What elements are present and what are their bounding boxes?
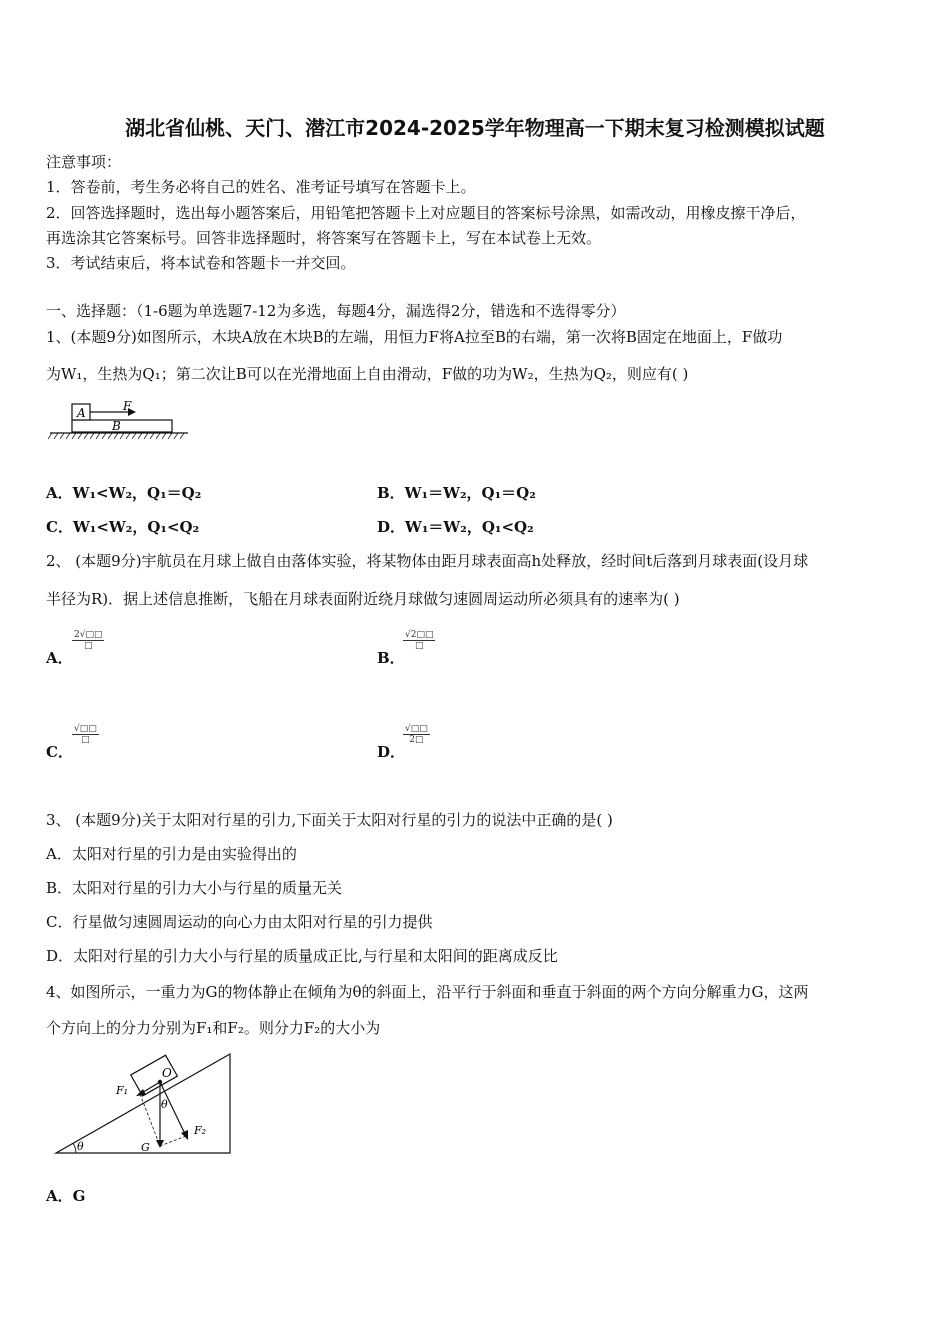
label-a: A	[77, 406, 86, 420]
q2-option-d-numerator: √□□	[405, 724, 428, 734]
ground-hatch	[48, 433, 184, 439]
section-heading: 一、选择题：（1-6题为单选题7-12为多选，每题4分，漏选得2分，错选和不选得零分）	[46, 302, 626, 320]
q2-option-d-formula	[403, 724, 430, 745]
q4-stem-line2: 个方向上的分力分别为F₁和F₂。则分力F₂的大小为	[46, 1019, 381, 1037]
q2-option-c-label[interactable]: C．	[46, 743, 73, 761]
q2-option-d-label[interactable]: D．	[377, 743, 406, 761]
notice-item-3: 3．考试结束后，将本试卷和答题卡一并交回。	[46, 254, 356, 272]
q3-option-c[interactable]: C．行星做匀速圆周运动的向心力由太阳对行星的引力提供	[46, 913, 433, 931]
block-b	[72, 420, 172, 432]
q2-option-a-denominator: □	[83, 641, 93, 651]
dashed-line-1	[140, 1094, 160, 1146]
q2-option-a-label[interactable]: A．	[46, 649, 73, 667]
label-o: O	[162, 1066, 172, 1080]
q2-option-b-formula	[403, 630, 435, 651]
incline-angle-arc	[73, 1143, 76, 1153]
q2-option-b-label[interactable]: B．	[377, 649, 405, 667]
q2-option-c-numerator: √□□	[74, 724, 97, 734]
q2-option-c-denominator: □	[81, 735, 90, 745]
notice-heading: 注意事项：	[46, 153, 122, 171]
q4-incline-figure	[50, 1050, 240, 1158]
label-f: F	[123, 399, 132, 413]
q1-option-b[interactable]: B．W₁＝W₂，Q₁＝Q₂	[377, 484, 536, 502]
q2-option-d-denominator: 2□	[409, 735, 424, 745]
gravity-arrowhead	[156, 1140, 164, 1148]
label-theta-top: θ	[161, 1098, 168, 1111]
q1-option-a[interactable]: A．W₁<W₂，Q₁＝Q₂	[46, 484, 202, 502]
q2-stem-line1: 2、 (本题9分)宇航员在月球上做自由落体实验，将某物体由距月球表面高h处释放，经时间t后落到月球表面(设月球	[46, 552, 809, 570]
q1-stem-line1: 1、(本题9分)如图所示，木块A放在木块B的左端，用恒力F将A拉至B的右端，第一次将B固定在地面上，F做功	[46, 328, 783, 346]
q2-option-a-numerator: 2√□□	[74, 630, 103, 640]
label-theta-bottom: θ	[77, 1140, 84, 1153]
notice-item-2a: 2．回答选择题时，选出每小题答案后，用铅笔把答题卡上对应题目的答案标号涂黑，如需改动，用橡皮擦干净后，	[46, 204, 806, 222]
label-f2: F₂	[194, 1124, 207, 1137]
q2-option-c-formula	[72, 724, 99, 745]
f2-arrowhead	[181, 1130, 188, 1140]
q4-option-a[interactable]: A．G	[46, 1187, 86, 1205]
q2-option-b-numerator: √2□□	[405, 630, 434, 640]
q3-stem: 3、 (本题9分)关于太阳对行星的引力,下面关于太阳对行星的引力的说法中正确的是( )	[46, 811, 613, 829]
q1-option-c[interactable]: C．W₁<W₂，Q₁<Q₂	[46, 518, 200, 536]
label-f1: F₁	[116, 1084, 129, 1097]
q2-option-a-formula	[72, 630, 104, 651]
page-title: 湖北省仙桃、天门、潜江市2024-2025学年物理高一下期末复习检测模拟试题	[125, 116, 825, 140]
q1-option-d[interactable]: D．W₁＝W₂，Q₁<Q₂	[377, 518, 534, 536]
q3-option-d[interactable]: D．太阳对行星的引力大小与行星的质量成正比,与行星和太阳间的距离成反比	[46, 947, 558, 965]
q3-option-a[interactable]: A．太阳对行星的引力是由实验得出的	[46, 845, 297, 863]
q1-blocks-figure	[46, 398, 192, 444]
q2-stem-line2: 半径为R)．据上述信息推断，飞船在月球表面附近绕月球做匀速圆周运动所必须具有的速率为( )	[46, 590, 680, 608]
notice-item-2b: 再选涂其它答案标号。回答非选择题时，将答案写在答题卡上，写在本试卷上无效。	[46, 229, 602, 247]
notice-item-1: 1．答卷前，考生务必将自己的姓名、准考证号填写在答题卡上。	[46, 178, 476, 196]
q3-option-b[interactable]: B．太阳对行星的引力大小与行星的质量无关	[46, 879, 343, 897]
q4-stem-line1: 4、如图所示，一重力为G的物体静止在倾角为θ的斜面上，沿平行于斜面和垂直于斜面的两个方向分解重力G，这两	[46, 983, 809, 1001]
label-b: B	[112, 419, 121, 433]
label-g: G	[141, 1141, 150, 1154]
q1-stem-line2: 为W₁，生热为Q₁；第二次让B可以在光滑地面上自由滑动，F做的功为W₂，生热为Q₂，则应有( )	[46, 365, 689, 383]
q2-option-b-denominator: □	[414, 641, 424, 651]
dashed-line-2	[160, 1136, 186, 1146]
